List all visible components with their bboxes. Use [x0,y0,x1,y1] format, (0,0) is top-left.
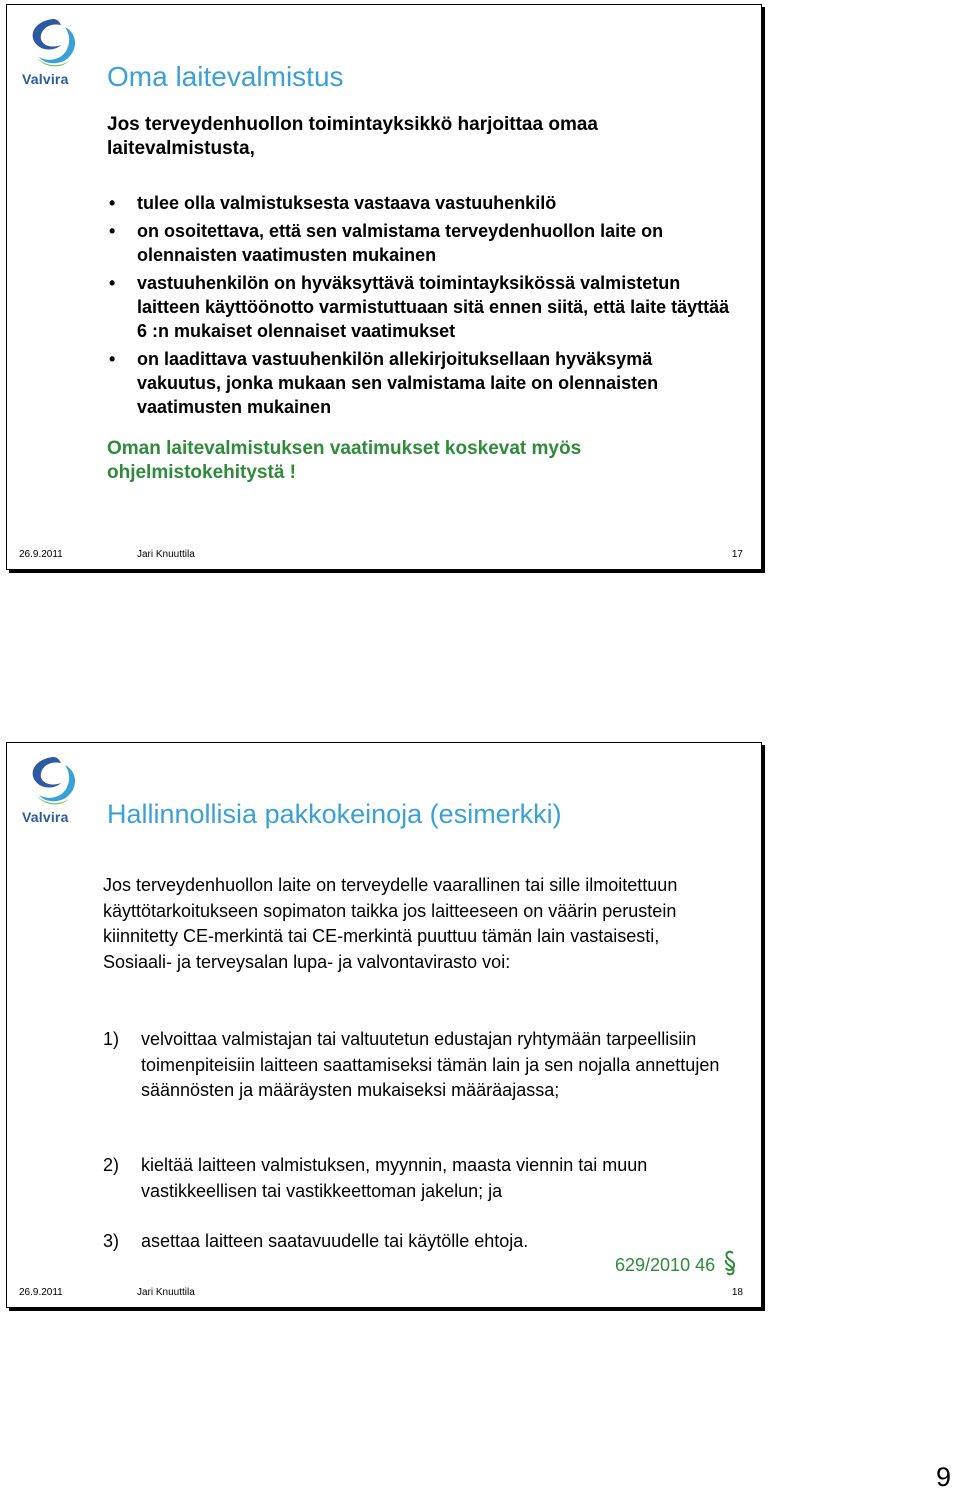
slide-number: 17 [731,549,743,560]
item-text: asettaa laitteen saatavuudelle tai käytölle ehtoja. [141,1231,529,1251]
footer-author: Jari Knuuttila [137,549,195,560]
bullet-icon: • [109,193,116,213]
footer-date: 26.9.2011 [19,549,63,560]
law-reference: 629/2010 46 [615,1255,716,1275]
list-item: • tulee olla valmistuksesta vastaava vastuuhenkilö [109,193,557,213]
logo-text: Valvira [22,809,69,825]
bullet-icon: • [109,221,116,241]
numbered-item [103,1153,733,1204]
list-item: • vastuuhenkilön on hyväksyttävä toimintayksikössä valmistetun laitteen käyttöönotto varmistuttuaan sitä ennen siitä, että laite täyttää 6 :n mukaiset olennaiset vaatimukset [109,273,730,341]
valvira-swirl-icon [21,753,85,809]
slide-title: Hallinnollisia pakkokeinoja (esimerkki) [107,799,562,829]
requirements-list [107,191,737,423]
slide-title: Oma laitevalmistus [107,61,344,92]
highlight-note: Oman laitevalmistuksen vaatimukset koskevat myös ohjelmistokehitystä ! [107,438,582,483]
valvira-logo [21,753,85,833]
footer-author: Jari Knuuttila [137,1287,195,1298]
slide-17 [6,4,762,570]
item-number: 3) [103,1231,120,1251]
intro-text: Jos terveydenhuollon laite on terveydelle vaarallinen tai sille ilmoitettuun käyttötarkoitukseen sopimaton taikka jos laitteeseen on väärin perustein kiinnitetty CE-merkintä tai CE-merkintä puuttuu tämän lain vastaisesti, Sosiaali- ja terveysalan lupa- ja valvontavirasto voi: [103,875,678,972]
item-text: velvoittaa valmistajan tai valtuutetun edustajan ryhtymään tarpeellisiin toimenpiteisiin laitteen saattamiseksi tämän lain ja sen nojalla annettujen säännösten ja määräysten mukaiseksi määräajassa; [141,1029,720,1100]
valvira-swirl-icon [21,15,85,71]
intro-text: Jos terveydenhuollon toimintayksikkö harjoittaa omaa laitevalmistusta, [107,114,598,159]
slide-footer [7,1287,761,1301]
list-item: • on osoitettava, että sen valmistama terveydenhuollon laite on olennaisten vaatimusten mukainen [109,221,664,265]
item-number: 2) [103,1155,120,1175]
slide-18 [6,742,762,1308]
item-text: kieltää laitteen valmistuksen, myynnin, maasta viennin tai muun vastikkeellisen tai vastikkeettoman jakelun; ja [141,1155,648,1201]
footer-date: 26.9.2011 [19,1287,63,1298]
page-number: 9 [936,1462,952,1492]
section-sign-icon [723,1249,737,1277]
numbered-item [103,1027,733,1104]
slide-footer [7,549,761,563]
list-item: • on laadittava vastuuhenkilön allekirjoituksellaan hyväksymä vakuutus, jonka mukaan sen valmistama laite on olennaisten vaatimusten mukainen [109,349,659,417]
logo-text: Valvira [22,71,69,87]
item-number: 1) [103,1029,120,1049]
bullet-icon: • [109,273,116,293]
slide-number: 18 [731,1287,743,1298]
numbered-item [103,1229,733,1255]
valvira-logo [21,15,85,95]
bullet-icon: • [109,349,116,369]
